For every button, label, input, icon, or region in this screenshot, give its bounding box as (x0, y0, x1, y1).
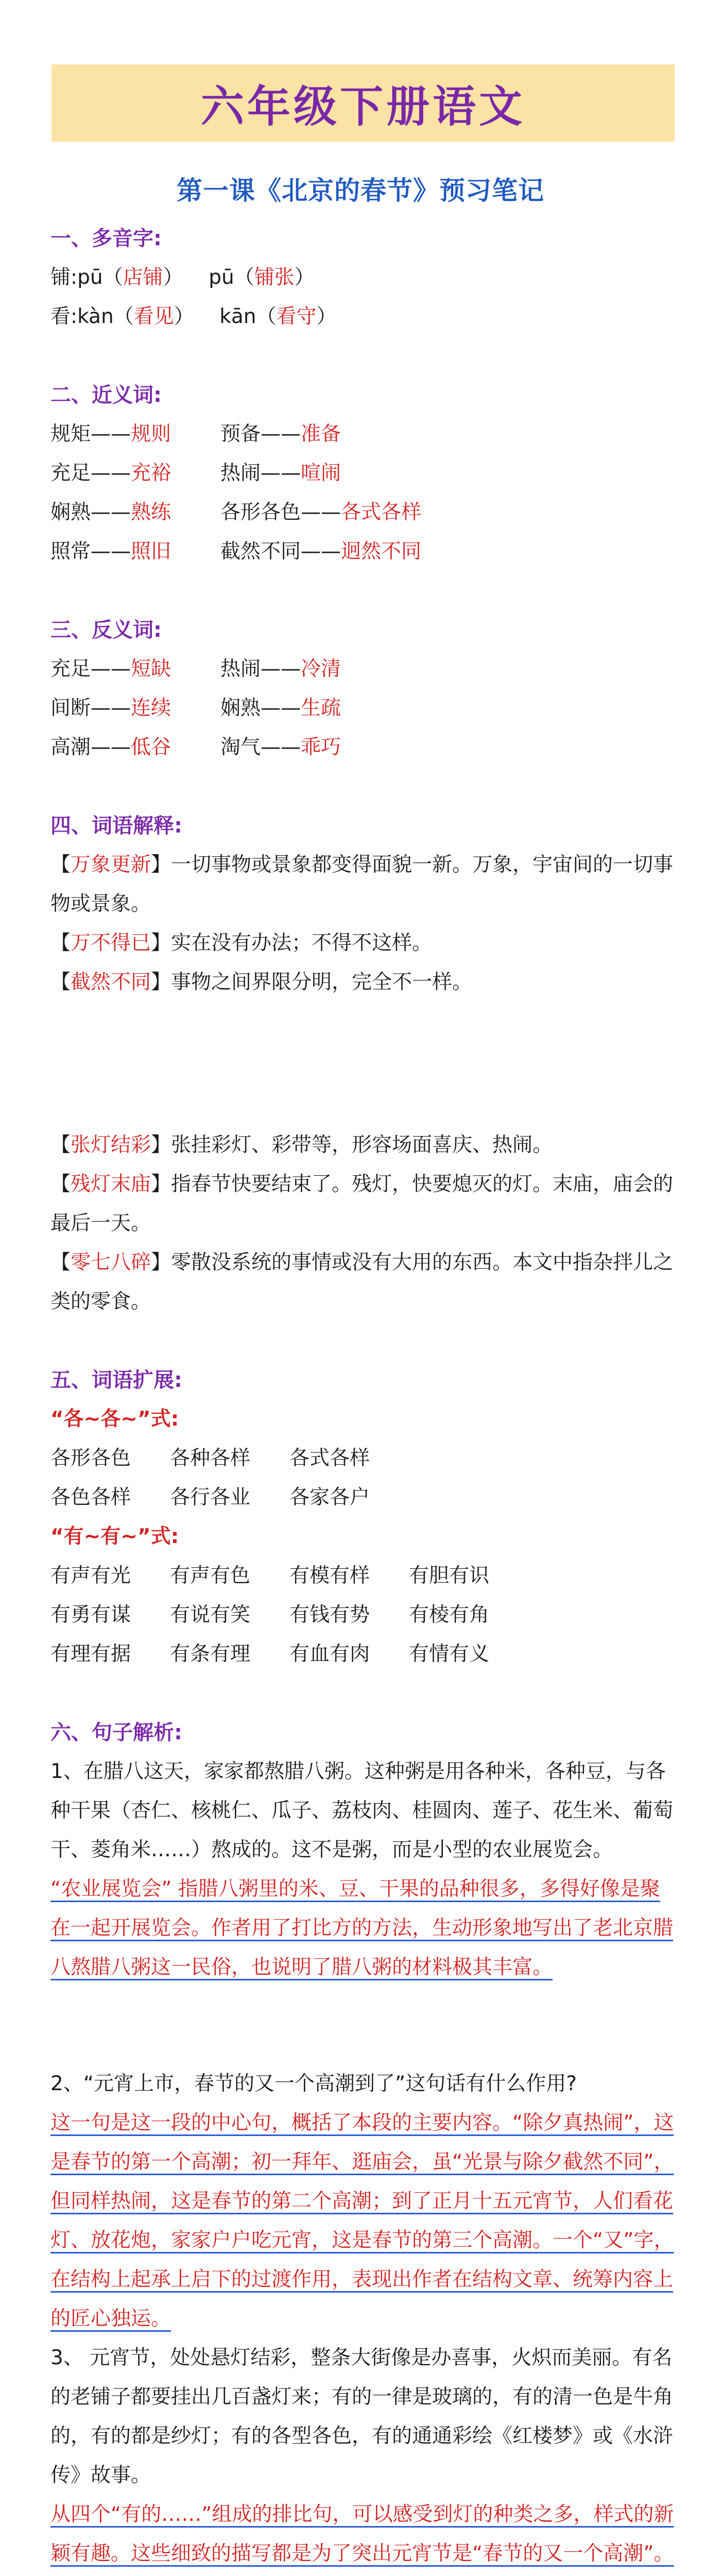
text-span: 张挂彩灯、彩带等，形容场面喜庆、热闹。 (171, 1133, 553, 1157)
word: 店铺 (123, 266, 163, 289)
text-span: 事物之间界限分明，完全不一样。 (171, 971, 473, 994)
word-grid (50, 1556, 679, 1674)
pinyin: pū（ (209, 266, 254, 289)
text-span: 一切事物或景象都变得面貌一新。万象，宇宙间的一切事物或景象。 (50, 853, 674, 916)
section-heading: 五、词语扩展: (50, 1368, 182, 1392)
text-span: 规则 (131, 422, 171, 446)
text-span: 预备—— (220, 422, 301, 446)
text-span: 【 (50, 1133, 71, 1157)
text-span: 各色各样 (50, 1486, 131, 1509)
text-span: 生疏 (301, 697, 341, 720)
text-span: 有情有义 (409, 1642, 490, 1666)
text-span: 【 (50, 971, 71, 994)
text-span: 充足—— (50, 462, 131, 485)
pinyin: kàn（ (77, 305, 134, 328)
synonym-row (50, 493, 679, 532)
text-span: 娴熟—— (50, 501, 131, 524)
text-span: 娴熟—— (220, 697, 301, 720)
section-sentence-analysis (50, 1713, 679, 2573)
text-span: 实在没有办法；不得不这样。 (171, 931, 433, 955)
text-span: 指春节快要结束了。残灯，快要熄灭的灯。末庙，庙会的最后一天。 (50, 1173, 674, 1235)
text-span: 连续 (131, 697, 171, 720)
text-span: 】 (151, 1173, 171, 1196)
definition-item (50, 1126, 679, 1165)
text-span: 迥然不同 (341, 540, 422, 563)
text-span: 熟练 (131, 501, 171, 524)
paren: ） (163, 266, 183, 289)
word: 铺张 (254, 266, 295, 289)
text-span: 【 (50, 931, 71, 955)
text-span: 照旧 (131, 540, 171, 563)
text-span: 有声有光 (50, 1564, 131, 1587)
definition-item (50, 1165, 679, 1243)
section-heading: 一、多音字: (50, 227, 162, 250)
section-definitions (50, 806, 679, 1321)
pattern-heading: “各~各~”式: (50, 1408, 179, 1431)
polyphonic-row (50, 297, 679, 336)
text-span: 规矩—— (50, 422, 131, 446)
text-span: 喧闹 (301, 462, 341, 485)
page-title: 六年级下册语文 (200, 81, 525, 132)
antonym-row (50, 650, 679, 689)
text-span: 【 (50, 1173, 71, 1196)
answer-text: “农业展览会” 指腊八粥里的米、豆、干果的品种很多，多得好像是聚在一起开展览会。作者用了打比方的方法，生动形象地写出了老北京腊八熬腊八粥这一民俗，也说明了腊八粥的材料极其丰富。 (50, 1877, 674, 1979)
text-span: 各行各业 (170, 1486, 251, 1509)
question-text: 1、在腊八这天，家家都熬腊八粥。这种粥是用各种米，各种豆，与各种干果（杏仁、核桃仁、瓜子、荔枝肉、桂圆肉、莲子、花生米、葡萄干、菱角米……）熬成的。这不是粥，而是小型的农业展览会。 (50, 1760, 674, 1861)
section-heading: 二、近义词: (50, 383, 162, 407)
text-span: 万不得已 (71, 931, 151, 955)
text-span: 有血有肉 (289, 1642, 370, 1666)
text-span: 各式各样 (341, 501, 422, 524)
char: 铺: (50, 266, 78, 289)
section-heading: 六、句子解析: (50, 1721, 182, 1744)
synonym-row (50, 415, 679, 454)
text-span: 有条有理 (170, 1642, 251, 1666)
page-subtitle: 第一课《北京的春节》预习笔记 (177, 176, 544, 206)
text-span: 张灯结彩 (71, 1133, 151, 1157)
text-span: 低谷 (131, 736, 171, 759)
section-heading: 三、反义词: (50, 618, 162, 642)
definition-item (50, 963, 679, 1002)
text-span: 乖巧 (301, 736, 341, 759)
section-word-expansion (50, 1361, 679, 1674)
text-span: 准备 (301, 422, 341, 446)
text-span: 各家各户 (289, 1486, 370, 1509)
text-span: 【 (50, 853, 71, 876)
antonym-row (50, 689, 679, 728)
text-span: 零七八碎 (71, 1251, 151, 1274)
text-span: 有钱有势 (289, 1603, 370, 1626)
word: 看见 (133, 305, 174, 328)
text-span: 】 (151, 853, 171, 876)
answer-text: 从四个“有的……”组成的排比句，可以感受到灯的种类之多，样式的新颖有趣。这些细致的描写都是为了突出元宵节是“春节的又一个高潮”。 (50, 2503, 674, 2565)
text-span: 有说有笑 (170, 1603, 251, 1626)
section-synonyms (50, 376, 679, 571)
question-text: 3、 元宵节，处处悬灯结彩，整条大街像是办喜事，火炽而美丽。有名的老铺子都要挂出几百盏灯来；有的一律是玻璃的，有的清一色是牛角的，有的都是纱灯；有的各型各色，有的通通彩绘《红楼梦》或《水浒传》故事。 (50, 2346, 674, 2487)
section-heading: 四、词语解释: (50, 814, 182, 838)
text-span: 淘气—— (220, 736, 301, 759)
paren: ） (316, 305, 337, 328)
text-span: 有胆有识 (409, 1564, 490, 1587)
word: 看守 (276, 305, 317, 328)
text-span: 】 (151, 971, 171, 994)
text-span: 热闹—— (220, 657, 301, 681)
text-span: 截然不同—— (220, 540, 341, 563)
char: 看: (50, 305, 78, 328)
text-span: 有勇有谋 (50, 1603, 131, 1626)
title-banner (52, 64, 675, 142)
definition-item (50, 845, 679, 924)
pattern-heading: “有~有~”式: (50, 1525, 179, 1548)
text-span: 间断—— (50, 697, 131, 720)
text-span: 高潮—— (50, 736, 131, 759)
pinyin: kān（ (219, 305, 277, 328)
paren: ） (294, 266, 315, 289)
text-span: 热闹—— (220, 462, 301, 485)
answer-text: 这一句是这一段的中心句，概括了本段的主要内容。“除夕真热闹”，这是春节的第一个高潮；初一拜年、逛庙会，虽“光景与除夕截然不同”，但同样热闹，这是春节的第二个高潮；到了正月十五元宵节，人们看花灯、放花炮，家家户户吃元宵，这是春节的第三个高潮。一个“又”字，在结构上起承上启下的过渡作用，表现出作者在结构文章、统筹内容上的匠心独运。 (50, 2111, 674, 2330)
section-polyphonic (50, 219, 679, 336)
text-span: 零散没系统的事情或没有大用的东西。本文中指杂拌儿之类的零食。 (50, 1251, 674, 1313)
text-span: 【 (50, 1251, 71, 1274)
text-span: 各种各样 (170, 1447, 251, 1470)
text-span: 截然不同 (71, 971, 151, 994)
text-span: 各形各色 (50, 1447, 131, 1470)
text-span: 万象更新 (71, 853, 151, 876)
text-span: 残灯末庙 (71, 1173, 151, 1196)
text-span: 】 (151, 1133, 171, 1157)
notes-content (50, 219, 679, 2576)
antonym-row (50, 728, 679, 767)
word-grid (50, 1439, 679, 1517)
synonym-row (50, 532, 679, 571)
text-span: 冷清 (301, 657, 341, 681)
text-span: 各式各样 (289, 1447, 370, 1470)
paren: ） (174, 305, 194, 328)
text-span: 照常—— (50, 540, 131, 563)
text-span: 短缺 (131, 657, 171, 681)
text-span: 有模有样 (289, 1564, 370, 1587)
text-span: 有声有色 (170, 1564, 251, 1587)
section-antonyms (50, 611, 679, 767)
text-span: 各形各色—— (220, 501, 341, 524)
text-span: 有棱有角 (409, 1603, 490, 1626)
synonym-row (50, 454, 679, 493)
pinyin: pū（ (77, 266, 123, 289)
text-span: 充足—— (50, 657, 131, 681)
text-span: 】 (151, 931, 171, 955)
question-text: 2、“元宵上市，春节的又一个高潮到了”这句话有什么作用? (50, 2072, 577, 2095)
definition-item (50, 924, 679, 963)
text-span: 充裕 (131, 462, 171, 485)
text-span: 】 (151, 1251, 171, 1274)
text-span: 有理有据 (50, 1642, 131, 1666)
polyphonic-row (50, 258, 679, 297)
definition-item (50, 1243, 679, 1321)
